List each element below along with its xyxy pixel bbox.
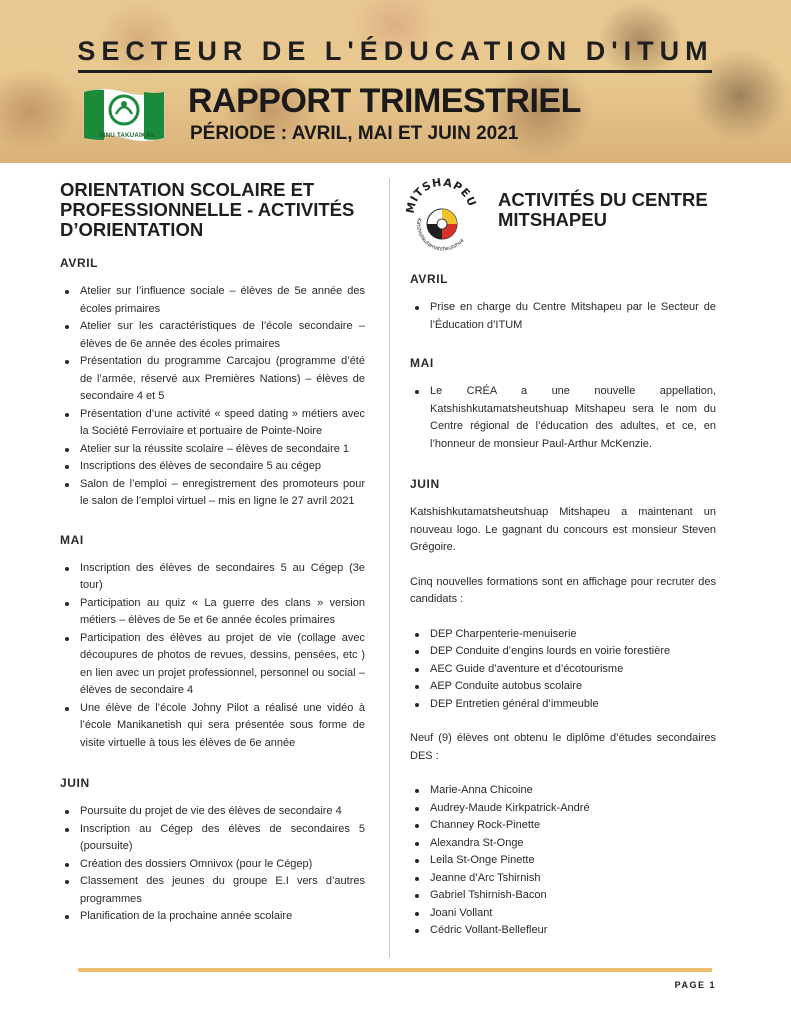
graduates-list <box>410 782 716 940</box>
report-title: RAPPORT TRIMESTRIEL <box>188 82 581 120</box>
month-label-avril: AVRIL <box>60 256 99 270</box>
list-item: Marie-Anna Chicoine <box>410 782 716 800</box>
list-item: Salon de l’emploi – enregistrement des promoteurs pour le salon de l’emploi virtuel – mis en ligne le 27 avril 2021 <box>60 476 365 511</box>
list-item: Le CRÉA a une nouvelle appellation, Katshishkutamatsheutshuap Mitshapeu sera le nom du Centre régional de l’éducation des adultes, et ce, en l’honneur de monsieur Paul-Arthur McKenzie. <box>410 383 716 453</box>
mitshapeu-column <box>404 175 716 940</box>
logo-arc-text: MITSHAPEU <box>404 175 479 215</box>
list-item: Prise en charge du Centre Mitshapeu par le Secteur de l’Éducation d’ITUM <box>410 299 716 334</box>
mitshapeu-header <box>404 175 716 272</box>
month-label-juin: JUIN <box>60 776 90 790</box>
list-item: DEP Entretien général d’immeuble <box>410 696 716 714</box>
avril-activity-list <box>60 283 365 511</box>
list-item: Poursuite du projet de vie des élèves de secondaire 4 <box>60 803 365 821</box>
list-item: Une élève de l’école Johny Pilot a réalisé une vidéo à l’école Manikanetish qui sera présentée sous forme de visite virtuelle à tous les élèves de 6e année <box>60 700 365 753</box>
list-item: Classement des jeunes du groupe E.I vers d’autres programmes <box>60 873 365 908</box>
list-item: AEC Guide d’aventure et d’écotourisme <box>410 661 716 679</box>
list-item: Création des dossiers Omnivox (pour le Cégep) <box>60 856 365 874</box>
mitshapeu-logo <box>404 174 480 258</box>
graduates-intro: Neuf (9) élèves ont obtenu le diplôme d’études secondaires DES : <box>410 732 716 762</box>
list-item: Participation des élèves au projet de vie (collage avec découpures de photos de revues, dessins, pensées, etc ) en lien avec un projet professionnel, personnel ou social – élèves de secondaire 4 <box>60 630 365 700</box>
page-number: PAGE 1 <box>674 980 716 990</box>
footer-rule <box>78 968 712 972</box>
list-item: Atelier sur l’influence sociale – élèves de 5e année des écoles primaires <box>60 283 365 318</box>
list-item: DEP Charpenterie-menuiserie <box>410 626 716 644</box>
month-label-mai: MAI <box>60 532 84 547</box>
orientation-column <box>60 180 365 926</box>
list-item: Channey Rock-Pinette <box>410 817 716 835</box>
list-item: Audrey-Maude Kirkpatrick-André <box>410 800 716 818</box>
list-item: Joani Vollant <box>410 905 716 923</box>
mai-mitshapeu-list <box>410 383 716 453</box>
mitshapeu-title: ACTIVITÉS DU CENTRE MITSHAPEU <box>498 189 708 230</box>
list-item: Cédric Vollant-Bellefleur <box>410 922 716 940</box>
sector-title: SECTEUR DE L'ÉDUCATION D'ITUM <box>77 36 714 66</box>
new-logo-paragraph: Katshishkutamatsheutshuap Mitshapeu a maintenant un nouveau logo. Le gagnant du concours est monsieur Steven Grégoire. <box>410 506 716 553</box>
list-item: Gabriel Tshirnish-Bacon <box>410 887 716 905</box>
list-item: Atelier sur les caractéristiques de l’école secondaire – élèves de 6e année des écoles primaires <box>60 318 365 353</box>
logo-side-text: Katshishkutamatsheutshua <box>415 217 466 253</box>
formations-list <box>410 626 716 714</box>
mai-activity-list <box>60 560 365 753</box>
report-period: PÉRIODE : AVRIL, MAI ET JUIN 2021 <box>190 123 519 144</box>
month-label-juin: JUIN <box>410 477 440 491</box>
header-banner <box>0 0 791 163</box>
list-item: DEP Conduite d’engins lourds en voirie forestière <box>410 643 716 661</box>
avril-mitshapeu-list <box>410 299 716 334</box>
list-item: Jeanne d’Arc Tshirnish <box>410 870 716 888</box>
list-item: Inscriptions des élèves de secondaire 5 au cégep <box>60 458 365 476</box>
formations-intro: Cinq nouvelles formations sont en affichage pour recruter des candidats : <box>410 575 716 605</box>
header-rule <box>78 70 712 73</box>
list-item: Inscription au Cégep des élèves de secondaires 5 (poursuite) <box>60 821 365 856</box>
list-item: Présentation du programme Carcajou (programme d’été de l’armée, réservé aux Premières Nations) – élèves de secondaire 4 et 5 <box>60 353 365 406</box>
list-item: Inscription des élèves de secondaires 5 au Cégep (3e tour) <box>60 560 365 595</box>
juin-activity-list <box>60 803 365 926</box>
list-item: Présentation d’une activité « speed dating » métiers avec la Société Ferroviaire et portuaire de Pointe-Noire <box>60 406 365 441</box>
column-divider <box>389 178 390 958</box>
list-item: AEP Conduite autobus scolaire <box>410 678 716 696</box>
logo-caption: INNU TAKUAIKAN <box>99 133 155 139</box>
list-item: Atelier sur la réussite scolaire – élèves de secondaire 1 <box>60 441 365 459</box>
month-label-mai: MAI <box>410 356 434 370</box>
list-item: Alexandra St-Onge <box>410 835 716 853</box>
list-item: Participation au quiz « La guerre des clans » version métiers – élèves de 5e et 6e année écoles primaires <box>60 595 365 630</box>
list-item: Planification de la prochaine année scolaire <box>60 908 365 926</box>
month-label-avril: AVRIL <box>410 272 449 286</box>
orientation-title: ORIENTATION SCOLAIRE ET PROFESSIONNELLE - ACTIVITÉS D’ORIENTATION <box>60 179 355 240</box>
list-item: Leila St-Onge Pinette <box>410 852 716 870</box>
